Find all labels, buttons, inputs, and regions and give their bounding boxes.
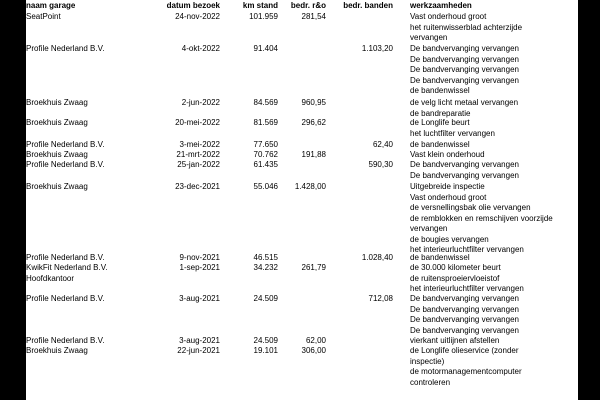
row-garage: Profile Nederland B.V. [26,140,105,149]
header-ro: bedr. r&o [290,1,326,10]
row-km: 34.232 [253,263,278,272]
row-ro: 281,54 [301,12,326,21]
row-datum: 20-mei-2022 [175,118,220,127]
row-garage: KwikFit Nederland B.V. [26,263,108,272]
row-werkzaamheid: de Longlife olieservice (zonder [410,346,519,355]
row-datum: 24-nov-2022 [175,12,220,21]
row-garage: Profile Nederland B.V. [26,44,105,53]
row-ro: 296,62 [301,118,326,127]
row-km: 81.569 [253,118,278,127]
row-ro: 62,00 [305,336,326,345]
row-werkzaamheid: Uitgebreide inspectie [410,182,485,191]
row-datum: 25-jan-2022 [177,160,220,169]
row-datum: 23-dec-2021 [175,182,220,191]
header-garage: naam garage [26,1,76,10]
row-datum: 22-jun-2021 [177,346,220,355]
row-werkzaamheid: Vast onderhoud groot [410,192,487,202]
row-werkzaamheid: de motormanagementcomputer [410,367,522,376]
row-garage: Hoofdkantoor [26,273,75,283]
row-km: 101.959 [249,12,278,21]
row-werkzaamheid: de 30.000 kilometer beurt [410,263,501,272]
row-werkzaamheid: De bandvervanging vervangen [410,325,519,335]
row-werkzaamheid: het ruitenwisserblad achterzijde [410,22,523,32]
row-datum: 3-mei-2022 [179,140,220,149]
row-km: 91.404 [253,44,278,53]
row-ro: 1.428,00 [294,182,326,191]
row-datum: 21-mrt-2022 [176,150,220,159]
row-km: 46.515 [253,253,278,262]
row-werkzaamheid: de remblokken en remschijven voorzijde [410,213,553,223]
row-werkzaamheid: de bandenwissel [410,140,470,149]
row-werkzaamheid: De bandvervanging vervangen [410,65,519,74]
row-werkzaamheid: de bandenwissel [410,253,470,262]
header-werkzaamheden: werkzaamheden [410,1,472,10]
row-werkzaamheid: De bandvervanging vervangen [410,75,519,85]
row-garage: Profile Nederland B.V. [26,253,105,262]
row-km: 61.435 [253,160,278,169]
row-werkzaamheid: vierkant uitlijnen afstellen [410,336,500,345]
row-werkzaamheid: de Longlife beurt [410,118,470,127]
row-km: 77.650 [253,140,278,149]
row-km: 55.046 [253,182,278,191]
row-garage: Profile Nederland B.V. [26,336,105,345]
row-werkzaamheid: de ruitensproeiervloeistof [410,273,500,283]
row-werkzaamheid: het interieurluchtfilter vervangen [410,284,524,293]
row-datum: 4-okt-2022 [181,44,220,53]
row-garage: Broekhuis Zwaag [26,182,88,191]
row-werkzaamheid: De bandvervanging vervangen [410,294,519,303]
row-km: 84.569 [253,98,278,107]
row-werkzaamheid: de bandreparatie [410,108,471,118]
row-banden: 1.103,20 [361,44,393,53]
row-ro: 960,95 [301,98,326,107]
row-garage: Profile Nederland B.V. [26,160,105,169]
row-banden: 62,40 [372,140,393,149]
row-werkzaamheid: controleren [410,377,451,387]
row-werkzaamheid: De bandvervanging vervangen [410,54,519,64]
row-werkzaamheid: vervangen [410,224,448,233]
row-werkzaamheid: De bandvervanging vervangen [410,315,519,324]
row-garage: Broekhuis Zwaag [26,118,88,127]
row-km: 19.101 [253,346,278,355]
row-ro: 261,79 [301,263,326,272]
maintenance-history-page [26,0,578,400]
row-werkzaamheid: Vast onderhoud groot [410,12,487,21]
row-banden: 712,08 [368,294,393,303]
header-datum: datum bezoek [166,1,220,10]
header-banden: bedr. banden [343,1,393,10]
row-werkzaamheid: de velg licht metaal vervangen [410,98,519,107]
row-werkzaamheid: het luchtfilter vervangen [410,128,495,138]
row-garage: Broekhuis Zwaag [26,98,88,107]
row-werkzaamheid: de bandenwissel [410,86,470,95]
row-werkzaamheid: de versnellingsbak olie vervangen [410,203,531,212]
row-werkzaamheid: De bandvervanging vervangen [410,44,519,53]
row-werkzaamheid: Vast klein onderhoud [410,150,485,159]
row-datum: 3-aug-2021 [179,336,220,345]
row-werkzaamheid: inspectie) [410,356,445,366]
row-werkzaamheid: het interieurluchtfilter vervangen [410,245,524,254]
row-banden: 1.028,40 [361,253,393,262]
row-werkzaamheid: De bandvervanging vervangen [410,160,519,169]
row-datum: 3-aug-2021 [179,294,220,303]
row-werkzaamheid: vervangen [410,33,448,42]
row-garage: Profile Nederland B.V. [26,294,105,303]
row-km: 70.762 [253,150,278,159]
row-werkzaamheid: de bougies vervangen [410,234,489,244]
row-datum: 1-sep-2021 [179,263,220,272]
row-werkzaamheid: De bandvervanging vervangen [410,170,519,180]
header-km: km stand [242,1,278,10]
row-garage: Broekhuis Zwaag [26,150,88,159]
row-ro: 191,88 [301,150,326,159]
row-garage: SeatPoint [26,12,61,21]
row-banden: 590,30 [368,160,393,169]
row-garage: Broekhuis Zwaag [26,346,88,355]
row-datum: 9-nov-2021 [179,253,220,262]
row-km: 24.509 [253,294,278,303]
row-ro: 306,00 [301,346,326,355]
row-datum: 2-jun-2022 [181,98,220,107]
row-km: 24.509 [253,336,278,345]
row-werkzaamheid: De bandvervanging vervangen [410,304,519,314]
